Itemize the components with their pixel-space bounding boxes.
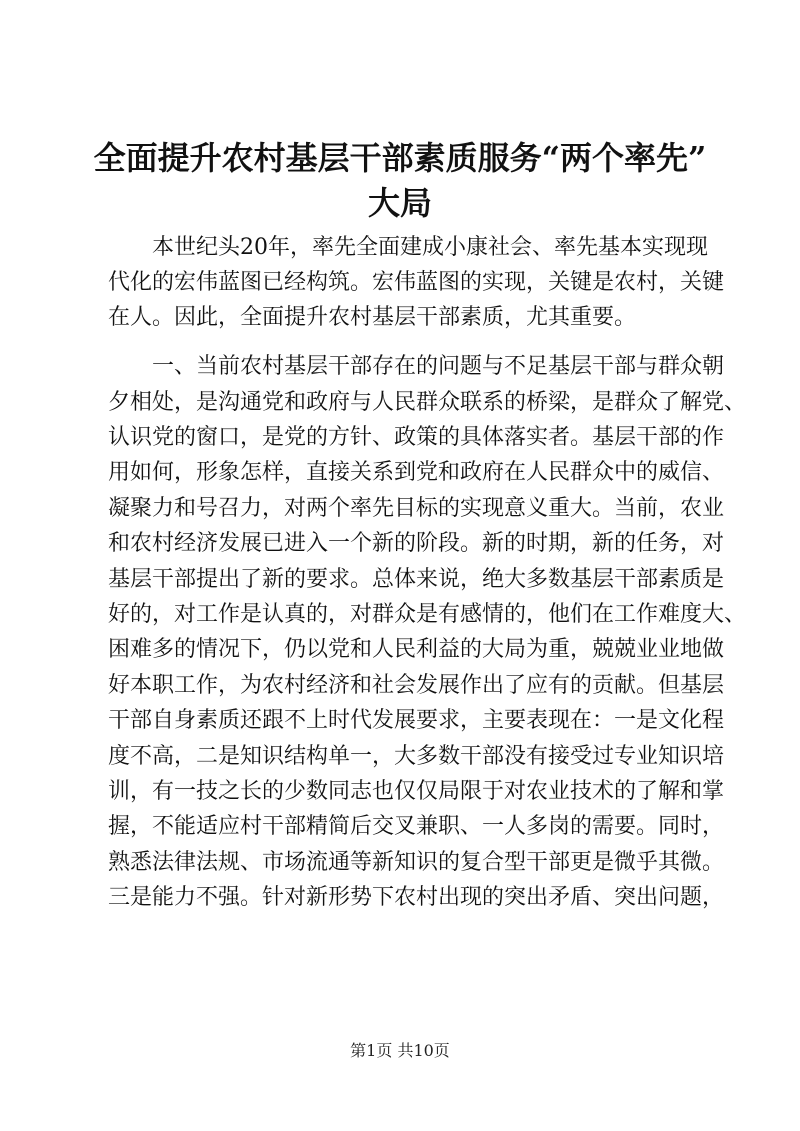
paragraph-2-line-2: 夕相处，是沟通党和政府与人民群众联系的桥梁，是群众了解党、 [108,390,747,415]
paragraph-2-line-12: 度不高，二是知识结构单一，大多数干部没有接受过专业知识培 [108,744,725,769]
paragraph-2-line-14: 握，不能适应村干部精简后交叉兼职、一人多岗的需要。同时， [108,814,725,839]
paragraph-2-line-4: 用如何，形象怎样，直接关系到党和政府在人民群众中的威信、 [108,460,725,485]
paragraph-2-line-15: 熟悉法律法规、市场流通等新知识的复合型干部更是微乎其微。 [108,850,725,875]
paragraph-1-line-2: 代化的宏伟蓝图已经构筑。宏伟蓝图的实现，关键是农村，关键 [108,270,725,295]
paragraph-2-line-3: 认识党的窗口，是党的方针、政策的具体落实者。基层干部的作 [108,425,725,450]
page-footer: 第1页 共10页 [350,1041,450,1060]
paragraph-2-line-5: 凝聚力和号召力，对两个率先目标的实现意义重大。当前，农业 [108,496,725,521]
paragraph-2-line-13: 训，有一技之长的少数同志也仅仅局限于对农业技术的了解和掌 [108,779,725,804]
paragraph-2-line-16: 三是能力不强。针对新形势下农村出现的突出矛盾、突出问题， [108,885,725,910]
document-title-line-2: 大局 [367,184,432,222]
paragraph-2-line-8: 好的，对工作是认真的，对群众是有感情的，他们在工作难度大、 [108,602,747,627]
paragraph-2-line-7: 基层干部提出了新的要求。总体来说，绝大多数基层干部素质是 [108,567,725,592]
paragraph-2-line-10: 好本职工作，为农村经济和社会发展作出了应有的贡献。但基层 [108,673,725,698]
paragraph-1-line-3: 在人。因此，全面提升农村基层干部素质，尤其重要。 [108,305,637,330]
document-title-line-1: 全面提升农村基层干部素质服务“两个率先” [93,139,707,177]
paragraph-2-line-11: 干部自身素质还跟不上时代发展要求，主要表现在：一是文化程 [108,708,725,733]
paragraph-1-line-1: 本世纪头20年，率先全面建成小康社会、率先基本实现现 [152,235,708,260]
paragraph-2-line-6: 和农村经济发展已进入一个新的阶段。新的时期，新的任务，对 [108,531,725,556]
paragraph-2-line-1: 一、当前农村基层干部存在的问题与不足基层干部与群众朝 [152,354,725,379]
paragraph-2-line-9: 困难多的情况下，仍以党和人民利益的大局为重，兢兢业业地做 [108,637,725,662]
